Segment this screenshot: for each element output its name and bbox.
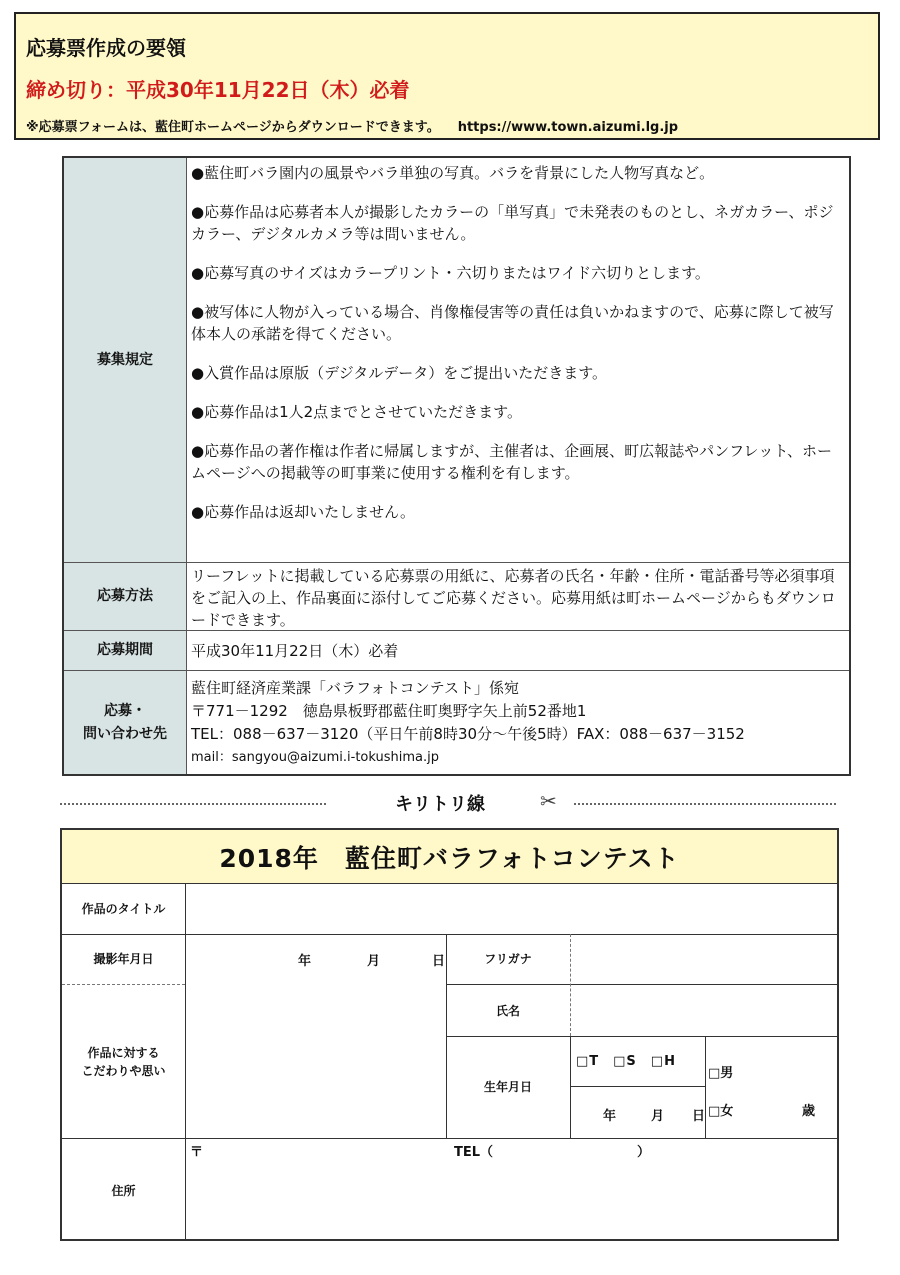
feeling-field[interactable] — [188, 987, 444, 1136]
period-label-visible: 応募期間 — [64, 631, 187, 670]
rules-table — [62, 156, 851, 776]
birth-month: 月 — [651, 1109, 665, 1124]
form-line — [446, 1036, 837, 1037]
work-title-field[interactable] — [188, 886, 834, 932]
feeling-label-line2: こだわりや思い — [81, 1064, 166, 1078]
feeling-label-line1: 作品に対する — [87, 1046, 160, 1060]
shoot-month: 月 — [367, 954, 381, 969]
form-title: 2018年 藍住町バラフォトコンテスト — [62, 830, 837, 884]
contact-content — [191, 671, 841, 774]
recruit-item: ●応募作品は返却いたしません。 — [191, 503, 415, 521]
age-unit: 歳 — [802, 1104, 816, 1119]
birth-label: 生年月日 — [483, 1080, 532, 1094]
header-box — [14, 12, 880, 140]
method-label: 応募方法 — [64, 563, 187, 630]
form-line — [705, 1036, 706, 1138]
form-line — [185, 884, 186, 1239]
header-title: 応募票作成の要領 — [26, 36, 186, 60]
recruit-item: ●藍住町バラ園内の風景やバラ単独の写真。バラを背景にした人物写真など。 — [191, 164, 715, 182]
recruit-item: ●被写体に人物が入っている場合、肖像権侵害等の責任は負いかねますので、応募に際して被写体本人の承諾を得てください。 — [191, 303, 834, 343]
contact-line: 藍住町経済産業課「バラフォトコンテスト」係宛 — [191, 679, 520, 697]
shoot-day: 日 — [432, 954, 446, 969]
rules-row-contact — [64, 670, 849, 774]
scissors-icon: ✂ — [540, 789, 557, 813]
rules-row-period — [64, 630, 849, 670]
period-content — [191, 631, 841, 670]
form-line — [570, 1036, 571, 1138]
name-field[interactable] — [573, 987, 834, 1034]
recruit-item: ●応募作品の著作権は作者に帰属しますが、主催者は、企画展、町広報誌やパンフレット、ホームページへの掲載等の町事業に使用する権利を有します。 — [191, 442, 832, 482]
contact-email: mail：sangyou@aizumi.i-tokushima.jp — [191, 750, 439, 765]
male-checkbox[interactable]: □男 — [708, 1066, 734, 1081]
header-url-link[interactable]: https://www.town.aizumi.lg.jp — [457, 120, 679, 135]
rules-row-recruit — [64, 158, 849, 562]
cut-label: キリトリ線 — [395, 794, 485, 815]
period-text: 平成30年11月22日（木）必着 — [191, 641, 399, 660]
form-line — [62, 984, 185, 985]
contact-label — [64, 671, 187, 774]
postal-mark: 〒 — [190, 1145, 204, 1160]
furigana-field[interactable] — [573, 936, 834, 982]
form-line — [570, 934, 571, 1036]
recruit-label: 募集規定 — [64, 158, 187, 562]
feeling-label — [62, 1044, 185, 1080]
cut-line — [0, 788, 900, 818]
header-note — [26, 116, 678, 135]
entry-form — [60, 828, 839, 1241]
tel-open: TEL（ — [454, 1145, 494, 1160]
cut-dots-left — [60, 803, 326, 805]
era-options[interactable]: □T □S □H — [576, 1054, 676, 1069]
recruit-item: ●応募作品は応募者本人が撮影したカラーの「単写真」で未発表のものとし、ネガカラー、ポジカラー、デジタルカメラ等は問いません。 — [191, 203, 834, 243]
shoot-year: 年 — [298, 954, 312, 969]
recruit-item: ●入賞作品は原版（デジタルデータ）をご提出いただきます。 — [191, 364, 607, 382]
contact-line: 〒771－1292 徳島県板野郡藍住町奥野字矢上前52番地1 — [191, 702, 587, 720]
contact-label-line2: 問い合わせ先 — [83, 725, 167, 742]
birth-year: 年 — [603, 1109, 617, 1124]
recruit-content — [191, 158, 841, 562]
form-line — [62, 934, 837, 935]
form-line — [570, 1086, 705, 1087]
contact-line: TEL：088－637－3120（平日午前8時30分～午後5時）FAX：088－637－3152 — [191, 725, 745, 743]
rules-row-method — [64, 562, 849, 630]
header-deadline: 締め切り：平成30年11月22日（木）必着 — [26, 78, 410, 102]
form-line — [62, 1138, 837, 1139]
form-line — [446, 984, 837, 985]
birth-day: 日 — [692, 1109, 706, 1124]
tel-close: ） — [637, 1145, 651, 1160]
cut-dots-right — [574, 803, 836, 805]
method-content: リーフレットに掲載している応募票の用紙に、応募者の氏名・年齢・住所・電話番号等必須事項をご記入の上、作品裏面に添付してご応募ください。応募用紙は町ホームページからもダウンロードできます。 — [191, 567, 836, 629]
female-checkbox[interactable]: □女 — [708, 1104, 734, 1119]
recruit-item: ●応募作品は1人2点までとさせていただきます。 — [191, 403, 522, 421]
recruit-item: ●応募写真のサイズはカラープリント・六切りまたはワイド六切りとします。 — [191, 264, 710, 282]
name-label: 氏名 — [495, 1004, 520, 1018]
furigana-label: フリガナ — [484, 952, 532, 966]
address-field[interactable] — [188, 1141, 834, 1237]
shoot-date-field[interactable] — [188, 936, 444, 982]
shoot-date-label: 撮影年月日 — [93, 952, 154, 966]
address-label: 住所 — [111, 1184, 136, 1198]
work-title-label: 作品のタイトル — [81, 902, 166, 916]
header-note-text: ※応募票フォームは、藍住町ホームページからダウンロードできます。 — [26, 120, 440, 135]
contact-label-line1: 応募・ — [104, 703, 146, 720]
